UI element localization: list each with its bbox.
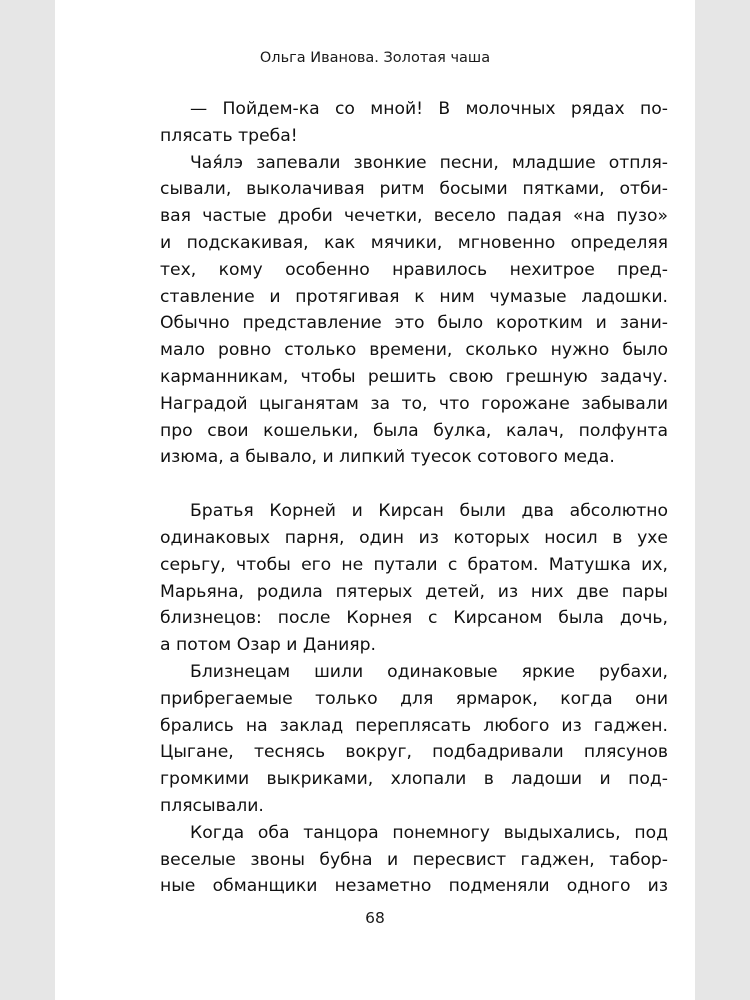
text-line: громкими выкриками, хлопали в ладоши и под- — [160, 769, 668, 790]
text-line: — Пойдем-ка со мной! В молочных рядах по- — [190, 99, 668, 119]
text-line: Братья Корней и Кирсан были два абсолютно — [190, 501, 668, 522]
text-line: близнецов: после Корнея с Кирсаном была дочь, — [160, 608, 668, 629]
text-line: и подскакивая, как мячики, мгновенно определяя — [160, 232, 668, 253]
text-line: брались на заклад переплясать любого из гаджен. — [160, 715, 668, 736]
text-line: плясывали. — [160, 795, 264, 816]
text-line: тех, кому особенно нравилось нехитрое пред- — [160, 259, 668, 280]
text-line: ставление и протягивая к ним чумазые ладошки. — [160, 286, 668, 307]
text-line: мало ровно столько времени, сколько нужно было — [160, 340, 668, 361]
text-line: Обычно представление это было коротким и зани- — [160, 313, 668, 334]
text-line: Чая́лэ запевали звонкие песни, младшие отпля- — [190, 152, 668, 173]
page-number: 68 — [365, 909, 385, 927]
text-line: Цыгане, теснясь вокруг, подбадривали плясунов — [160, 742, 668, 763]
text-line: Когда оба танцора понемногу выдыхались, под — [190, 822, 668, 843]
text-line: Близнецам шили одинаковые яркие рубахи, — [190, 661, 668, 682]
running-header: Ольга Иванова. Золотая чаша — [259, 50, 491, 66]
text-line: изюма, а бывало, и липкий туесок сотового меда. — [160, 447, 615, 468]
text-line: серьгу, чтобы его не путали с братом. Матушка их, — [160, 554, 668, 575]
text-line: про свои кошельки, была булка, калач, полфунта — [160, 420, 668, 441]
text-line: Марьяна, родила пятерых детей, из них две пары — [160, 581, 668, 602]
book-page — [55, 0, 695, 1000]
text-line: Наградой цыганятам за то, что горожане забывали — [160, 393, 668, 414]
text-line: карманникам, чтобы решить свою грешную задачу. — [160, 366, 668, 387]
body-text — [160, 96, 668, 900]
text-line: одинаковых парня, один из которых носил в ухе — [160, 527, 668, 548]
text-line: ные обманщики незаметно подменяли одного из — [160, 876, 668, 897]
section-break — [160, 471, 668, 498]
text-line: сывали, выколачивая ритм босыми пятками, отби- — [160, 179, 668, 200]
text-line: плясать треба! — [160, 125, 298, 146]
text-line: веселые звоны бубна и пересвист гаджен, табор- — [160, 849, 668, 870]
text-line: вая частые дроби чечетки, весело падая «на пузо» — [160, 206, 668, 227]
text-line: а потом Озар и Данияр. — [160, 635, 376, 656]
text-line: прибрегаемые только для ярмарок, когда они — [160, 688, 668, 709]
